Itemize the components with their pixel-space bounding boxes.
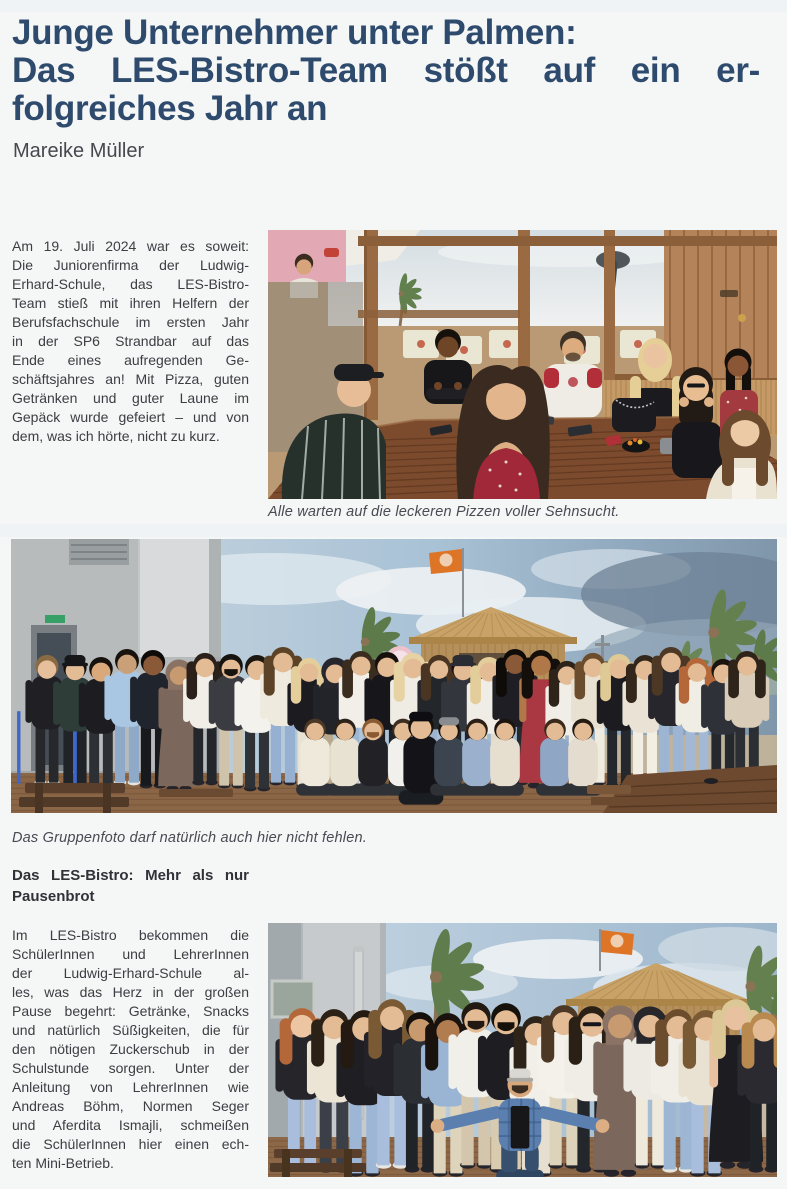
article-author: Mareike Müller bbox=[13, 140, 145, 162]
group-photo-illustration bbox=[11, 539, 777, 813]
photo1-caption: Alle warten auf die leckeren Pizzen voller Sehnsucht. bbox=[268, 504, 620, 520]
scan-artifact-band bbox=[0, 0, 787, 12]
photo2-caption: Das Gruppenfoto darf natürlich auch hier nicht fehlen. bbox=[12, 830, 367, 846]
intro-paragraph: Am 19. Juli 2024 war es soweit: Die Juniorenfirma der Ludwig- Erhard-Schule, das LES-Bistro- Team stieß mit ihren Helfern der Berufsfachschule im ersten Jahr in der SP6 Strandbar auf das Ende eines aufregenden Ge- schäftsjahres an! Mit Pizza, guten Getränken und guter Laune im Gepäck wurde gefeiert – und von dem, was ich hörte, nicht zu kurz. bbox=[12, 238, 249, 444]
team-selfie-illustration bbox=[268, 230, 777, 499]
body-paragraph: Im LES-Bistro bekommen die SchülerInnen und LehrerInnen der Ludwig-Erhard-Schule al- les, was das Herz in der großen Pause begehrt: Getränke, Snacks und natürlich Süßigkeiten, die für den nötigen Zuckerschub in der Schulstunde sorgen. Unter der Anleitung von LehrerInnen wie Andreas Böhm, Normen Seger und Aferdita Ismajli, schmeißen die SchülerInnen hier einen ech- ten Mini-Betrieb. bbox=[12, 927, 249, 1171]
scan-artifact-band bbox=[0, 524, 787, 537]
photo-team-selfie bbox=[268, 230, 777, 499]
article-headline: Junge Unternehmer unter Palmen: Das LES-Bistro-Team stößt auf ein er- folgreiches Jahr an bbox=[12, 13, 760, 128]
photo-group-rooftop bbox=[11, 539, 777, 813]
photo-team-terrace bbox=[268, 923, 777, 1177]
team-terrace-illustration bbox=[268, 923, 777, 1177]
section-subheading: Das LES-Bistro: Mehr als nur Pausenbrot bbox=[12, 867, 249, 905]
